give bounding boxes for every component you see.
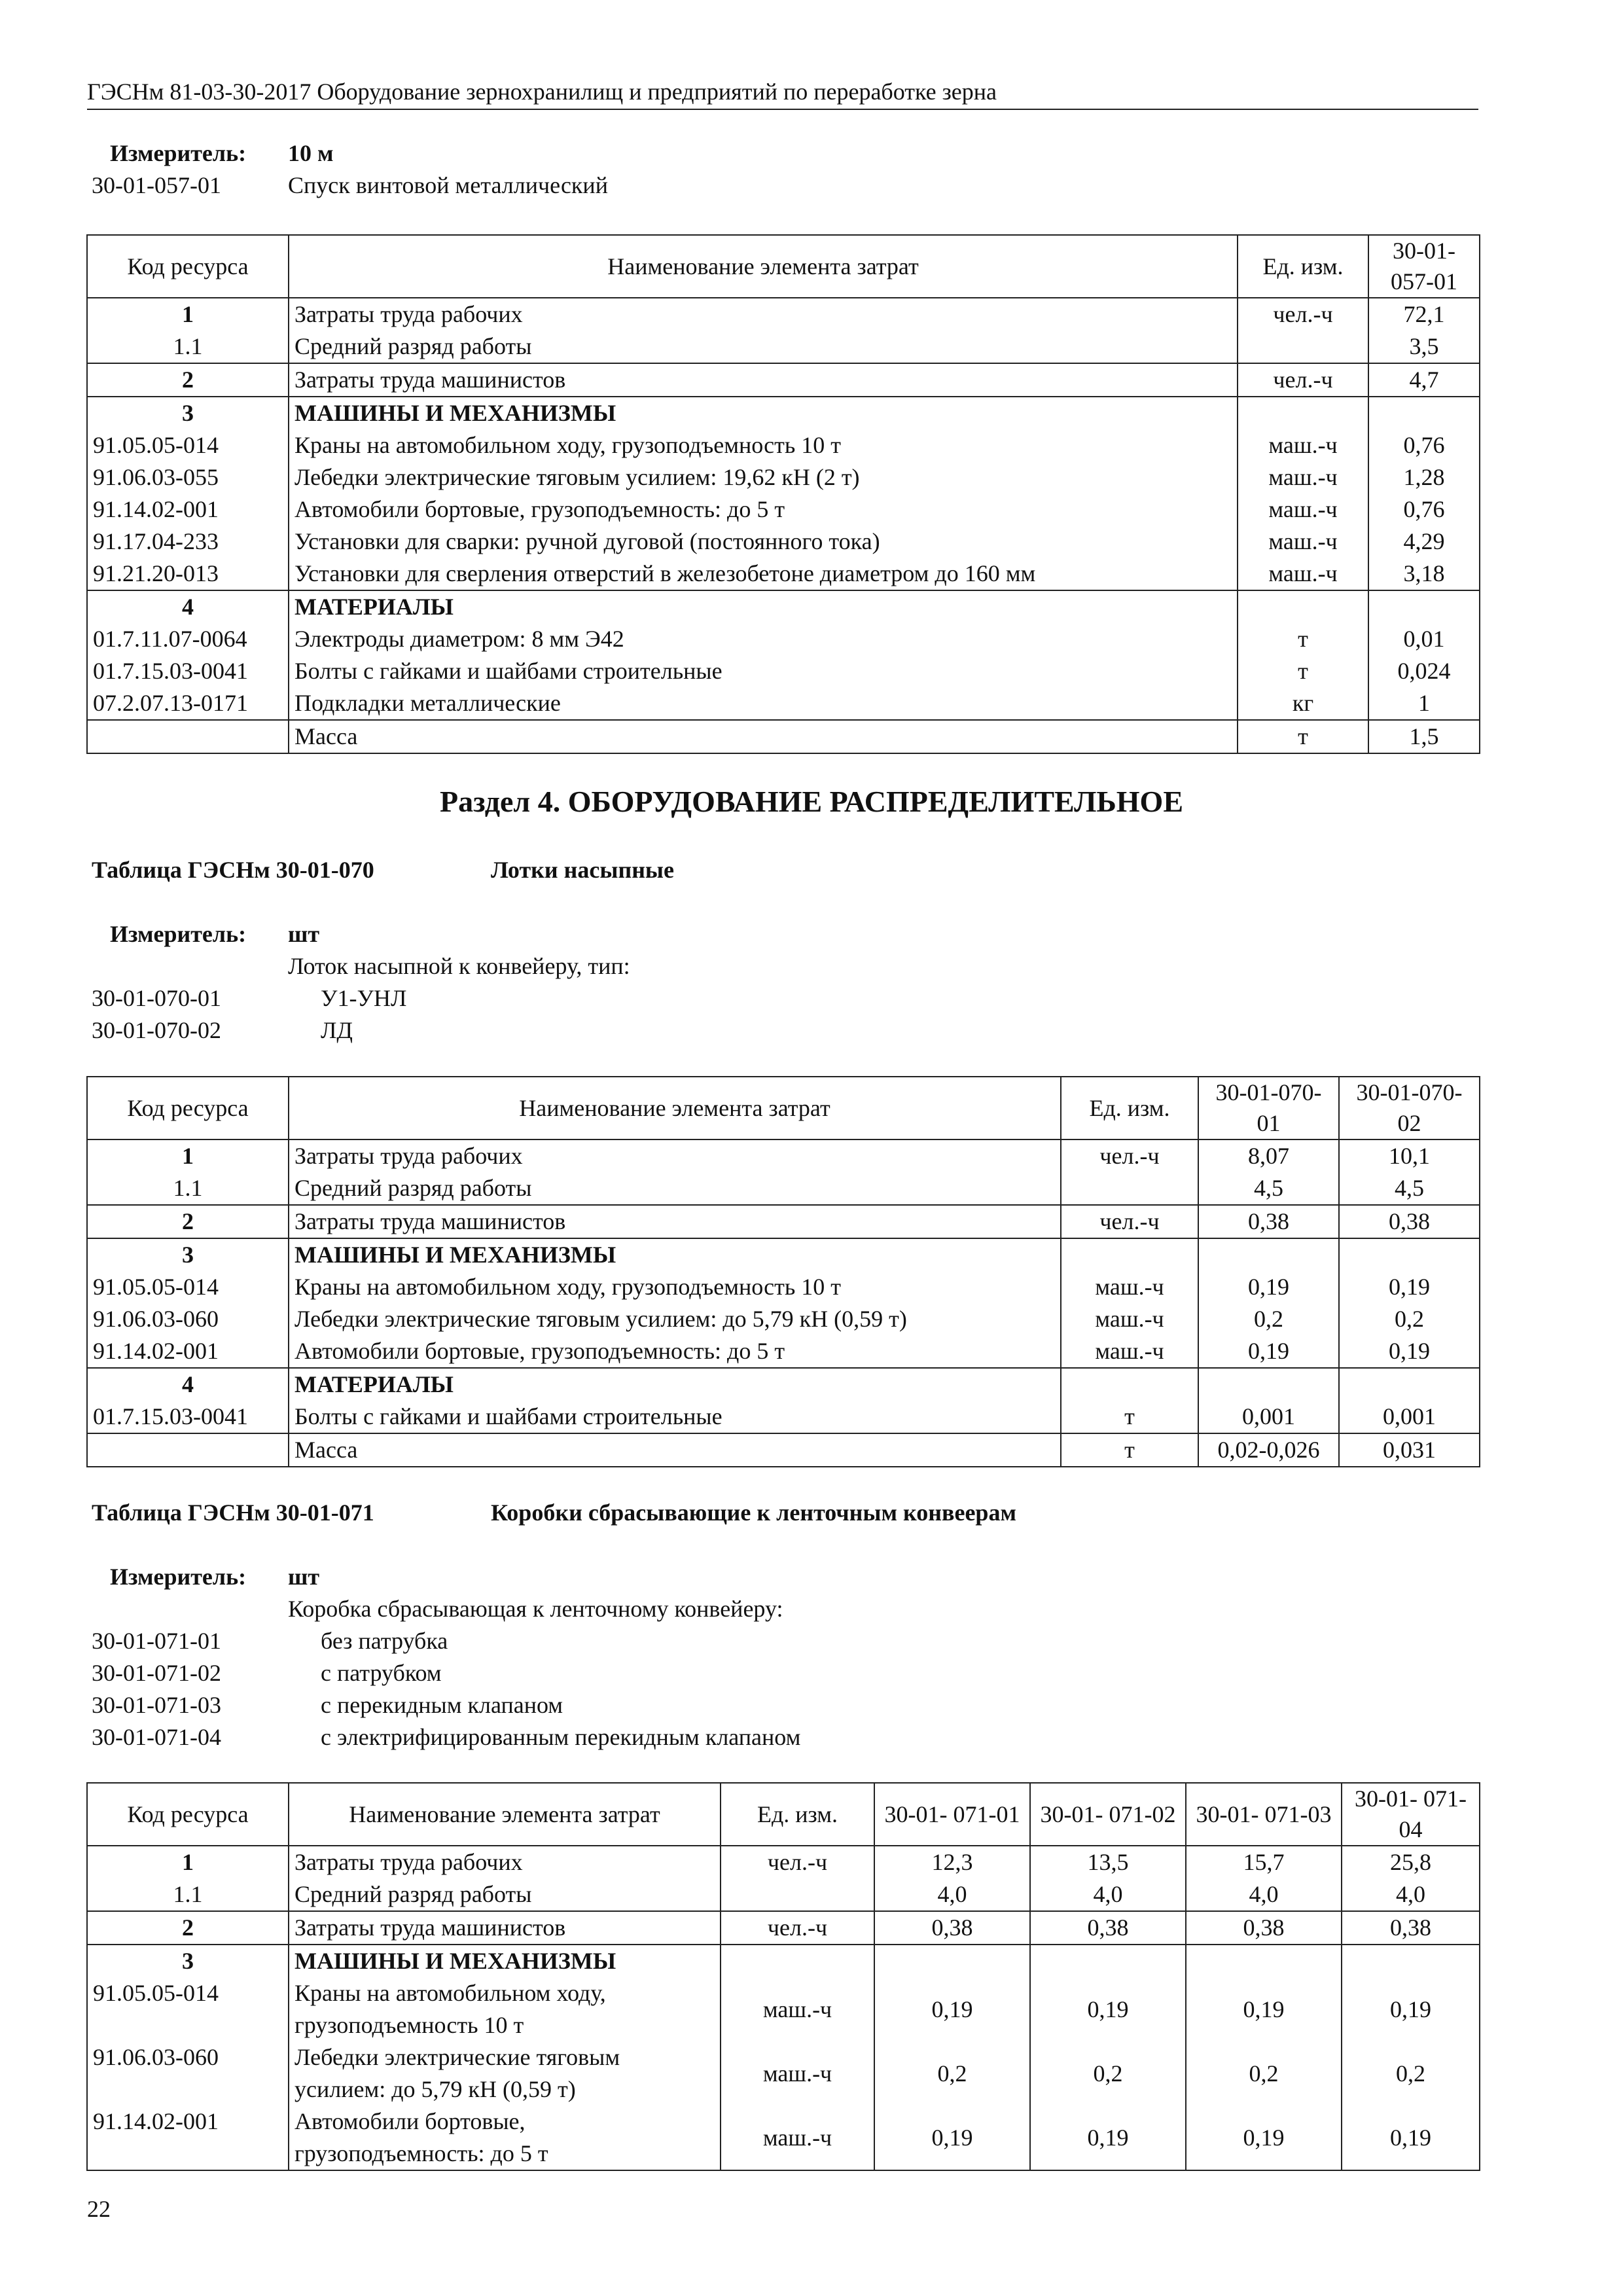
- norm-value: 0,38: [1198, 1205, 1339, 1238]
- table-name: Лотки насыпные: [491, 857, 675, 883]
- measure-value: шт: [288, 921, 320, 947]
- unit: [1061, 1238, 1198, 1271]
- running-header: ГЭСНм 81-03-30-2017 Оборудование зернохранилищ и предприятий по переработке зерна: [87, 79, 997, 105]
- cost-element-name: Установки для сверления отверстий в железобетоне диаметром до 160 мм: [289, 558, 1238, 590]
- unit: [721, 1878, 874, 1911]
- cost-element-name: Затраты труда рабочих: [289, 1139, 1061, 1172]
- norm-value: 4,29: [1368, 526, 1480, 558]
- table-row: [87, 363, 1480, 397]
- item-code: 30-01-071-01: [92, 1628, 221, 1654]
- resource-code: 07.2.07.13-0171: [87, 687, 289, 720]
- resource-code: 91.17.04-233: [87, 526, 289, 558]
- norm-value: 4,0: [1342, 1878, 1480, 1911]
- norm-value: 0,001: [1339, 1401, 1480, 1433]
- norm-value: 0,19: [1030, 1977, 1186, 2041]
- table-row: [87, 493, 1480, 526]
- norm-value: [1339, 1368, 1480, 1401]
- norm-value: 0,2: [1198, 1303, 1339, 1335]
- item-line: [92, 170, 1479, 202]
- norm-value: 0,19: [1198, 1271, 1339, 1303]
- table-row: [87, 429, 1480, 461]
- cost-element-name: Средний разряд работы: [289, 1878, 721, 1911]
- page-number: 22: [87, 2196, 111, 2222]
- header-cell: Ед. изм.: [1061, 1077, 1198, 1139]
- table-row: [87, 1401, 1480, 1433]
- resource-code: 2: [87, 1205, 289, 1238]
- item-line: [92, 1014, 1479, 1047]
- norm-value: 4,5: [1198, 1172, 1339, 1205]
- item-code: 30-01-071-02: [92, 1660, 221, 1686]
- table-header-row: [87, 1783, 1480, 1846]
- item-line: [92, 1657, 1479, 1689]
- table-caption-2: [92, 854, 674, 886]
- norm-value: 0,001: [1198, 1401, 1339, 1433]
- resource-code: [87, 1433, 289, 1467]
- table-row: [87, 1911, 1480, 1945]
- resource-code: 91.06.03-060: [87, 1303, 289, 1335]
- norm-value: 1,5: [1368, 720, 1480, 753]
- measure-block-2: [92, 918, 1479, 1047]
- norm-value: 3,18: [1368, 558, 1480, 590]
- norm-value: 0,19: [1198, 1335, 1339, 1368]
- cost-element-name: Затраты труда рабочих: [289, 298, 1238, 331]
- item-code: 30-01-070-02: [92, 1017, 221, 1043]
- table-row: [87, 1271, 1480, 1303]
- table-row: [87, 655, 1480, 687]
- header-cell: Наименование элемента затрат: [289, 1077, 1061, 1139]
- item-code: 30-01-070-01: [92, 985, 221, 1011]
- table-header-row: [87, 1077, 1480, 1139]
- table-row: [87, 1172, 1480, 1205]
- norm-value: 0,19: [1030, 2106, 1186, 2170]
- norm-value: 0,2: [874, 2041, 1030, 2106]
- norm-value: 0,38: [1342, 1911, 1480, 1945]
- norm-value: 0,38: [1030, 1911, 1186, 1945]
- measure-block-1: [92, 137, 1479, 202]
- resource-code: 91.06.03-060: [87, 2041, 289, 2106]
- unit: [1061, 1172, 1198, 1205]
- item-line: [92, 982, 1479, 1014]
- unit: маш.-ч: [721, 2106, 874, 2170]
- cost-element-name: Затраты труда рабочих: [289, 1846, 721, 1878]
- cost-element-name: МАШИНЫ И МЕХАНИЗМЫ: [289, 1238, 1061, 1271]
- norm-value: 3,5: [1368, 331, 1480, 363]
- unit: т: [1238, 623, 1368, 655]
- measure-label: Измеритель:: [110, 140, 247, 166]
- intro-text: Коробка сбрасывающая к ленточному конвейеру:: [288, 1596, 783, 1622]
- measure-label: Измеритель:: [110, 1564, 247, 1590]
- resource-code: 4: [87, 1368, 289, 1401]
- cost-element-name: МАШИНЫ И МЕХАНИЗМЫ: [289, 397, 1238, 429]
- norm-value: [1342, 1945, 1480, 1977]
- norm-value: 4,7: [1368, 363, 1480, 397]
- norm-value: 0,024: [1368, 655, 1480, 687]
- norm-value: [1368, 590, 1480, 623]
- norm-value: 10,1: [1339, 1139, 1480, 1172]
- unit: т: [1238, 720, 1368, 753]
- unit: чел.-ч: [1238, 363, 1368, 397]
- norm-value: 72,1: [1368, 298, 1480, 331]
- norm-value: 0,01: [1368, 623, 1480, 655]
- table-row: [87, 1205, 1480, 1238]
- norm-value: [1368, 397, 1480, 429]
- item-line: [92, 1721, 1479, 1753]
- unit: чел.-ч: [721, 1846, 874, 1878]
- item-name: с электрифицированным перекидным клапаном: [321, 1724, 801, 1750]
- item-name: без патрубка: [321, 1628, 448, 1654]
- norm-value: 0,19: [874, 1977, 1030, 2041]
- unit: т: [1238, 655, 1368, 687]
- cost-element-name: МАТЕРИАЛЫ: [289, 590, 1238, 623]
- table-row: [87, 1368, 1480, 1401]
- unit: [1061, 1368, 1198, 1401]
- cost-element-name: Средний разряд работы: [289, 331, 1238, 363]
- header-cell: 30-01- 071-04: [1342, 1783, 1480, 1846]
- resource-code: 2: [87, 363, 289, 397]
- norm-value: 4,0: [1186, 1878, 1342, 1911]
- table-row: [87, 1945, 1480, 1977]
- norm-value: 4,0: [874, 1878, 1030, 1911]
- header-cell: Наименование элемента затрат: [289, 235, 1238, 298]
- norm-value: 12,3: [874, 1846, 1030, 1878]
- cost-element-name: Автомобили бортовые, грузоподъемность: до 5 т: [289, 2106, 721, 2170]
- unit: маш.-ч: [721, 1977, 874, 2041]
- cost-element-name: Лебедки электрические тяговым усилием: 19,62 кН (2 т): [289, 461, 1238, 493]
- table-name: Коробки сбрасывающие к ленточным конвеерам: [491, 1499, 1016, 1526]
- table-row: [87, 1335, 1480, 1368]
- header-cell: Ед. изм.: [721, 1783, 874, 1846]
- table-row: [87, 397, 1480, 429]
- table-row: [87, 1846, 1480, 1878]
- resource-code: 1: [87, 298, 289, 331]
- item-name: с перекидным клапаном: [321, 1692, 563, 1718]
- table-row: [87, 687, 1480, 720]
- table-row: [87, 461, 1480, 493]
- resource-table-1: [86, 234, 1480, 754]
- table-row: [87, 1433, 1480, 1467]
- cost-element-name: Болты с гайками и шайбами строительные: [289, 655, 1238, 687]
- header-cell: 30-01-057-01: [1368, 235, 1480, 298]
- cost-element-name: Лебедки электрические тяговым усилием: до 5,79 кН (0,59 т): [289, 1303, 1061, 1335]
- table-row: [87, 2041, 1480, 2106]
- cost-element-name: Масса: [289, 720, 1238, 753]
- resource-code: 91.14.02-001: [87, 2106, 289, 2170]
- measure-block-3: [92, 1561, 1479, 1753]
- unit: маш.-ч: [1238, 429, 1368, 461]
- unit: маш.-ч: [1238, 493, 1368, 526]
- unit: маш.-ч: [721, 2041, 874, 2106]
- norm-value: 0,031: [1339, 1433, 1480, 1467]
- unit: кг: [1238, 687, 1368, 720]
- table-row: [87, 623, 1480, 655]
- header-cell: 30-01-070-01: [1198, 1077, 1339, 1139]
- item-line: [92, 1689, 1479, 1721]
- norm-value: 0,76: [1368, 493, 1480, 526]
- item-name: Спуск винтовой металлический: [288, 172, 608, 198]
- header-cell: 30-01- 071-02: [1030, 1783, 1186, 1846]
- norm-value: 1,28: [1368, 461, 1480, 493]
- norm-value: 13,5: [1030, 1846, 1186, 1878]
- norm-value: 0,19: [874, 2106, 1030, 2170]
- norm-value: 0,2: [1030, 2041, 1186, 2106]
- header-cell: Код ресурса: [87, 235, 289, 298]
- resource-code: 91.06.03-055: [87, 461, 289, 493]
- table-caption-3: [92, 1497, 1016, 1529]
- norm-value: 8,07: [1198, 1139, 1339, 1172]
- cost-element-name: Затраты труда машинистов: [289, 363, 1238, 397]
- measure-label: Измеритель:: [110, 921, 247, 947]
- resource-code: 91.14.02-001: [87, 1335, 289, 1368]
- resource-code: 1.1: [87, 1172, 289, 1205]
- cost-element-name: Масса: [289, 1433, 1061, 1467]
- cost-element-name: Краны на автомобильном ходу, грузоподъемность 10 т: [289, 1977, 721, 2041]
- table-number: Таблица ГЭСНм 30-01-070: [92, 857, 374, 883]
- intro-text: Лоток насыпной к конвейеру, тип:: [288, 953, 630, 979]
- table-row: [87, 1977, 1480, 2041]
- resource-code: 1: [87, 1139, 289, 1172]
- header-cell: Код ресурса: [87, 1783, 289, 1846]
- cost-element-name: Краны на автомобильном ходу, грузоподъемность 10 т: [289, 1271, 1061, 1303]
- header-rule: [87, 109, 1478, 110]
- cost-element-name: Краны на автомобильном ходу, грузоподъемность 10 т: [289, 429, 1238, 461]
- unit: чел.-ч: [721, 1911, 874, 1945]
- unit: чел.-ч: [1061, 1205, 1198, 1238]
- resource-code: 91.05.05-014: [87, 429, 289, 461]
- cost-element-name: Лебедки электрические тяговым усилием: до 5,79 кН (0,59 т): [289, 2041, 721, 2106]
- norm-value: 0,38: [874, 1911, 1030, 1945]
- item-name: с патрубком: [321, 1660, 442, 1686]
- resource-code: 3: [87, 1945, 289, 1977]
- cost-element-name: Подкладки металлические: [289, 687, 1238, 720]
- norm-value: 0,02-0,026: [1198, 1433, 1339, 1467]
- intro-line: [92, 950, 1479, 982]
- norm-value: 0,2: [1342, 2041, 1480, 2106]
- header-cell: 30-01- 071-01: [874, 1783, 1030, 1846]
- norm-value: 15,7: [1186, 1846, 1342, 1878]
- table-row: [87, 298, 1480, 331]
- norm-value: [1198, 1238, 1339, 1271]
- norm-value: 0,19: [1339, 1271, 1480, 1303]
- table-row: [87, 1303, 1480, 1335]
- measure-value: 10 м: [288, 140, 334, 166]
- resource-table-3: [86, 1782, 1480, 2171]
- table-row: [87, 331, 1480, 363]
- resource-code: 01.7.15.03-0041: [87, 655, 289, 687]
- resource-code: 91.21.20-013: [87, 558, 289, 590]
- resource-code: 1: [87, 1846, 289, 1878]
- unit: чел.-ч: [1238, 298, 1368, 331]
- resource-code: 01.7.11.07-0064: [87, 623, 289, 655]
- norm-value: 4,0: [1030, 1878, 1186, 1911]
- table-number: Таблица ГЭСНм 30-01-071: [92, 1499, 374, 1526]
- table-row: [87, 2106, 1480, 2170]
- unit: маш.-ч: [1238, 461, 1368, 493]
- item-code: 30-01-071-03: [92, 1692, 221, 1718]
- unit: маш.-ч: [1061, 1303, 1198, 1335]
- norm-value: [1030, 1945, 1186, 1977]
- unit: маш.-ч: [1061, 1271, 1198, 1303]
- resource-code: 01.7.15.03-0041: [87, 1401, 289, 1433]
- table-row: [87, 526, 1480, 558]
- table-row: [87, 1139, 1480, 1172]
- resource-code: [87, 720, 289, 753]
- item-name: ЛД: [321, 1017, 353, 1043]
- cost-element-name: Автомобили бортовые, грузоподъемность: до 5 т: [289, 493, 1238, 526]
- resource-code: 3: [87, 397, 289, 429]
- unit: [721, 1945, 874, 1977]
- norm-value: 0,19: [1186, 2106, 1342, 2170]
- table-row: [87, 1878, 1480, 1911]
- table-header-row: [87, 235, 1480, 298]
- cost-element-name: МАТЕРИАЛЫ: [289, 1368, 1061, 1401]
- unit: [1238, 397, 1368, 429]
- item-line: [92, 1625, 1479, 1657]
- cost-element-name: Установки для сварки: ручной дуговой (постоянного тока): [289, 526, 1238, 558]
- norm-value: [1186, 1945, 1342, 1977]
- unit: чел.-ч: [1061, 1139, 1198, 1172]
- intro-line: [92, 1593, 1479, 1625]
- table-row: [87, 558, 1480, 590]
- norm-value: 0,2: [1186, 2041, 1342, 2106]
- cost-element-name: МАШИНЫ И МЕХАНИЗМЫ: [289, 1945, 721, 1977]
- norm-value: [874, 1945, 1030, 1977]
- unit: [1238, 590, 1368, 623]
- item-name: У1-УНЛ: [321, 985, 407, 1011]
- resource-code: 91.14.02-001: [87, 493, 289, 526]
- norm-value: 25,8: [1342, 1846, 1480, 1878]
- header-cell: Наименование элемента затрат: [289, 1783, 721, 1846]
- cost-element-name: Затраты труда машинистов: [289, 1911, 721, 1945]
- norm-value: [1198, 1368, 1339, 1401]
- cost-element-name: Болты с гайками и шайбами строительные: [289, 1401, 1061, 1433]
- norm-value: 0,19: [1342, 1977, 1480, 2041]
- cost-element-name: Средний разряд работы: [289, 1172, 1061, 1205]
- norm-value: 0,38: [1186, 1911, 1342, 1945]
- unit: [1238, 331, 1368, 363]
- header-cell: Ед. изм.: [1238, 235, 1368, 298]
- resource-code: 1.1: [87, 331, 289, 363]
- resource-code: 4: [87, 590, 289, 623]
- measure-value: шт: [288, 1564, 320, 1590]
- norm-value: 1: [1368, 687, 1480, 720]
- resource-code: 2: [87, 1911, 289, 1945]
- norm-value: 0,38: [1339, 1205, 1480, 1238]
- resource-code: 91.05.05-014: [87, 1271, 289, 1303]
- header-cell: Код ресурса: [87, 1077, 289, 1139]
- cost-element-name: Электроды диаметром: 8 мм Э42: [289, 623, 1238, 655]
- norm-value: [1339, 1238, 1480, 1271]
- norm-value: 0,19: [1186, 1977, 1342, 2041]
- measure-line: [92, 137, 1479, 170]
- item-code: 30-01-057-01: [92, 172, 221, 198]
- unit: маш.-ч: [1238, 526, 1368, 558]
- norm-value: 4,5: [1339, 1172, 1480, 1205]
- cost-element-name: Затраты труда машинистов: [289, 1205, 1061, 1238]
- measure-line: [92, 918, 1479, 950]
- unit: маш.-ч: [1238, 558, 1368, 590]
- table-row: [87, 720, 1480, 753]
- item-code: 30-01-071-04: [92, 1724, 221, 1750]
- table-row: [87, 590, 1480, 623]
- resource-code: 1.1: [87, 1878, 289, 1911]
- norm-value: 0,2: [1339, 1303, 1480, 1335]
- unit: т: [1061, 1401, 1198, 1433]
- cost-element-name: Автомобили бортовые, грузоподъемность: до 5 т: [289, 1335, 1061, 1368]
- norm-value: 0,19: [1342, 2106, 1480, 2170]
- resource-code: 91.05.05-014: [87, 1977, 289, 2041]
- norm-value: 0,76: [1368, 429, 1480, 461]
- header-cell: 30-01-070-02: [1339, 1077, 1480, 1139]
- table-row: [87, 1238, 1480, 1271]
- norm-value: 0,19: [1339, 1335, 1480, 1368]
- resource-table-2: [86, 1076, 1480, 1467]
- unit: т: [1061, 1433, 1198, 1467]
- section-title: Раздел 4. ОБОРУДОВАНИЕ РАСПРЕДЕЛИТЕЛЬНОЕ: [439, 785, 1184, 818]
- measure-line: [92, 1561, 1479, 1593]
- header-cell: 30-01- 071-03: [1186, 1783, 1342, 1846]
- resource-code: 3: [87, 1238, 289, 1271]
- unit: маш.-ч: [1061, 1335, 1198, 1368]
